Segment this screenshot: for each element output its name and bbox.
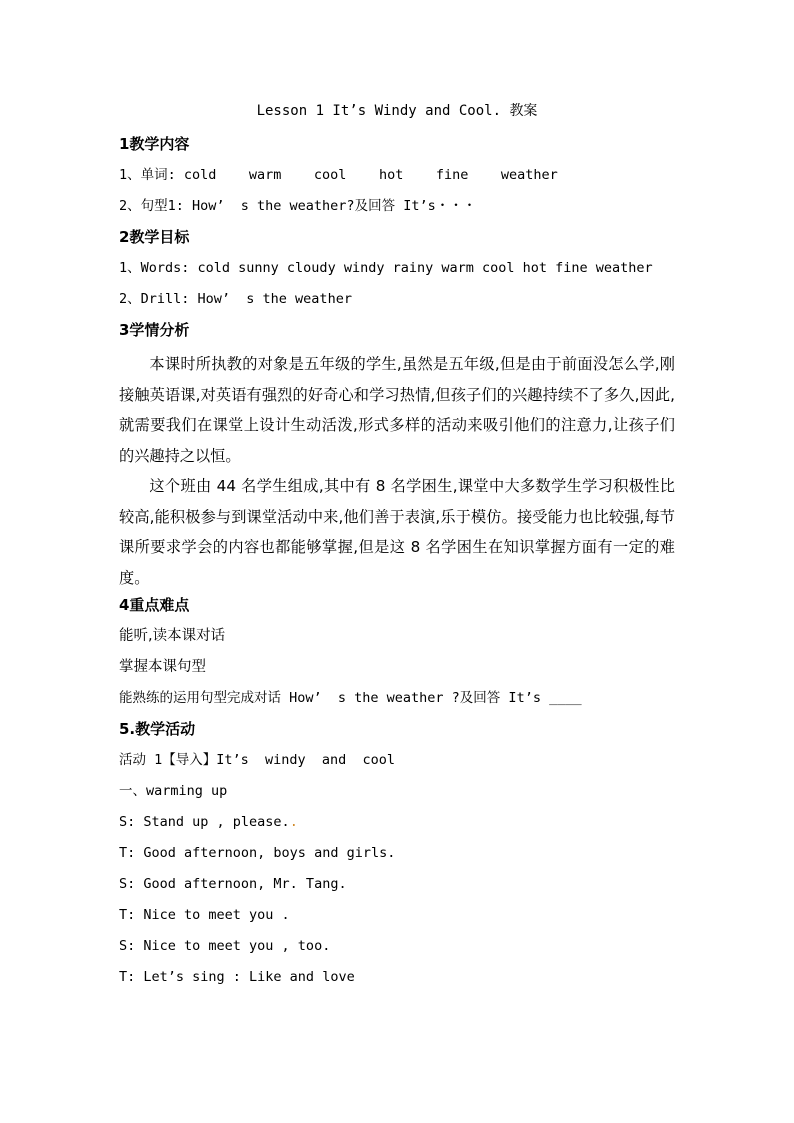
key-point-item-1: 能听,读本课对话 [119,628,226,644]
key-point-item-3: 能熟练的运用句型完成对话 How’ s the weather ?及回答 It’s ____ [119,690,582,706]
dialogue-line: S: Good afternoon, Mr. Tang. [119,876,347,892]
learner-analysis-paragraph-2: 这个班由 44 名学生组成,其中有 8 名学困生,课堂中大多数学生学习积极性比较高,能积极参与到课堂活动中来,他们善于表演,乐于模仿。接受能力也比较强,每节课所要求学会的内容也都能够掌握,但是这 8 名学困生在知识掌握方面有一定的难度。 [119,477,675,587]
dialogue-line: T: Good afternoon, boys and girls. [119,845,396,861]
title-english: Lesson 1 It’s Windy and Cool. [256,103,510,119]
dialogue-line: S: Nice to meet you , too. [119,938,331,954]
revision-mark: . [289,814,298,830]
section-heading-learner-analysis: 3学情分析 [119,321,190,339]
drill-goal-line: 2、Drill: How’ s the weather [119,291,352,307]
dialogue-text: S: Stand up , please. [119,814,290,830]
dialogue-line [119,810,675,841]
dialogue-line: T: Let’s sing : Like and love [119,969,355,985]
learner-analysis-paragraph-1: 本课时所执教的对象是五年级的学生,虽然是五年级,但是由于前面没怎么学,刚接触英语课,对英语有强烈的好奇心和学习热情,但孩子们的兴趣持续不了多久,因此,就需要我们在课堂上设计生动活泼,形式多样的活动来吸引他们的注意力,让孩子们的兴趣持之以恒。 [119,355,675,465]
key-point-item-2: 掌握本课句型 [119,659,206,675]
document-title [0,101,794,121]
vocabulary-line: 1、单词: cold warm cool hot fine weather [119,167,558,183]
words-goal-line: 1、Words: cold sunny cloudy windy rainy warm cool hot fine weather [119,260,653,276]
section-heading-key-points: 4重点难点 [119,596,190,614]
dialogue-line: T: Nice to meet you . [119,907,290,923]
document-body [119,132,675,996]
activity-title: 活动 1【导入】It’s windy and cool [119,752,396,768]
title-chinese: 教案 [509,103,538,119]
section-heading-teaching-content: 1教学内容 [119,135,190,153]
sentence-pattern-line: 2、句型1: How’ s the weather?及回答 It’s・・・ [119,198,477,214]
section-heading-teaching-activities: 5.教学活动 [119,720,196,738]
warmup-label: 一、warming up [119,783,228,799]
section-heading-teaching-goals: 2教学目标 [119,228,190,246]
